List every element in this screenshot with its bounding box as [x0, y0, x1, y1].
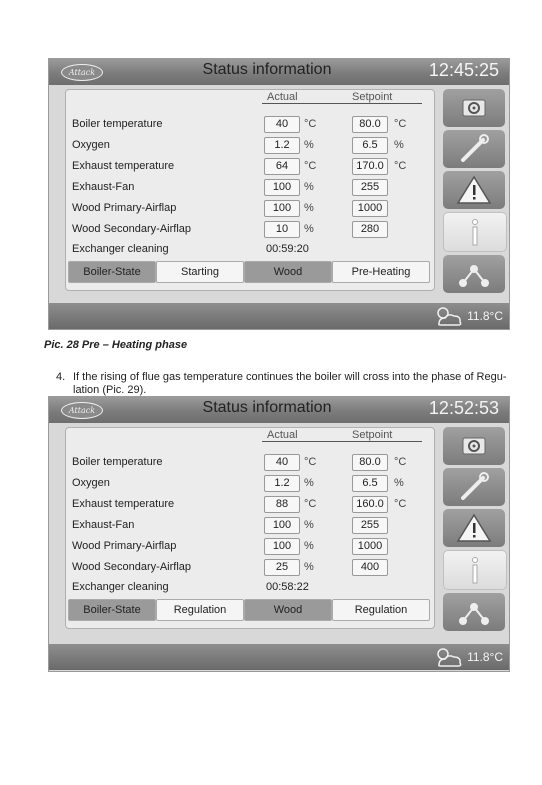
- setpoint-unit: °C: [394, 160, 407, 172]
- exchanger-label: Exchanger cleaning: [72, 581, 169, 593]
- setpoint-value: 280: [352, 221, 388, 238]
- actual-value: 1.2: [264, 475, 300, 492]
- tab-phase[interactable]: Pre-Heating: [332, 261, 430, 283]
- setpoint-unit: %: [394, 477, 404, 489]
- row-label: Boiler temperature: [72, 118, 163, 130]
- clock: 12:45:25: [428, 60, 499, 80]
- actual-header: Actual: [267, 91, 298, 103]
- title-bar: [49, 59, 509, 85]
- tab-state-value[interactable]: Regulation: [156, 599, 244, 621]
- screen-title: Status information: [202, 61, 332, 78]
- gear-icon: [443, 427, 505, 465]
- info-button[interactable]: [443, 550, 507, 590]
- setpoint-unit: %: [394, 139, 404, 151]
- actual-value: 40: [264, 116, 300, 133]
- clock: 12:52:53: [428, 398, 499, 418]
- row-label: Wood Primary-Airflap: [72, 540, 177, 552]
- actual-unit: %: [304, 181, 314, 193]
- actual-value: 100: [264, 538, 300, 555]
- wrench-icon: [443, 468, 505, 506]
- actual-unit: %: [304, 477, 314, 489]
- brand-logo: Attack: [61, 64, 103, 81]
- actual-value: 100: [264, 179, 300, 196]
- brand-logo: Attack: [61, 402, 103, 419]
- row-label: Exhaust-Fan: [72, 181, 135, 193]
- tab-fuel[interactable]: Wood: [244, 599, 332, 621]
- setpoint-value: 1000: [352, 538, 388, 555]
- exchanger-label: Exchanger cleaning: [72, 243, 169, 255]
- setpoint-unit: °C: [394, 118, 407, 130]
- screen-title: Status information: [202, 399, 332, 416]
- row-label: Wood Primary-Airflap: [72, 202, 177, 214]
- paragraph-text: If the rising of flue gas temperature continues the boiler will cross into the phase of Regu-lation (Pic. 29).: [73, 371, 507, 396]
- row-label: Exhaust temperature: [72, 160, 175, 172]
- setpoint-value: 6.5: [352, 137, 388, 154]
- row-label: Exhaust temperature: [72, 498, 175, 510]
- status-panel: [65, 89, 435, 291]
- service-button[interactable]: [443, 468, 505, 506]
- tab-boiler-state[interactable]: Boiler-State: [68, 261, 156, 283]
- actual-value: 64: [264, 158, 300, 175]
- actual-unit: °C: [304, 456, 317, 468]
- actual-value: 88: [264, 496, 300, 513]
- actual-value: 100: [264, 517, 300, 534]
- status-bar: [49, 303, 509, 329]
- actual-unit: %: [304, 139, 314, 151]
- outdoor-temp: 11.8°C: [467, 650, 503, 664]
- row-label: Oxygen: [72, 139, 110, 151]
- gear-icon: [443, 89, 505, 127]
- setpoint-header: Setpoint: [352, 429, 393, 441]
- paragraph-number: 4.: [56, 371, 66, 383]
- state-tabs: [68, 599, 432, 621]
- header-underline: [262, 441, 422, 442]
- row-label: Wood Secondary-Airflap: [72, 561, 192, 573]
- tab-fuel[interactable]: Wood: [244, 261, 332, 283]
- service-button[interactable]: [443, 130, 505, 168]
- setpoint-value: 400: [352, 559, 388, 576]
- warning-icon: [443, 509, 505, 547]
- wrench-icon: [443, 130, 505, 168]
- exchanger-time: 00:59:20: [266, 243, 309, 255]
- exchanger-time: 00:58:22: [266, 581, 309, 593]
- network-button[interactable]: [443, 593, 505, 631]
- setpoint-header: Setpoint: [352, 91, 393, 103]
- title-bar: [49, 397, 509, 423]
- tab-boiler-state[interactable]: Boiler-State: [68, 599, 156, 621]
- row-label: Exhaust-Fan: [72, 519, 135, 531]
- status-bar: [49, 644, 509, 670]
- actual-unit: %: [304, 202, 314, 214]
- actual-header: Actual: [267, 429, 298, 441]
- settings-button[interactable]: [443, 427, 505, 465]
- status-panel: [65, 427, 435, 629]
- setpoint-unit: °C: [394, 456, 407, 468]
- actual-unit: °C: [304, 118, 317, 130]
- network-icon: [443, 255, 505, 293]
- alarm-button[interactable]: [443, 509, 505, 547]
- actual-value: 10: [264, 221, 300, 238]
- actual-value: 1.2: [264, 137, 300, 154]
- weather-icon: [431, 304, 465, 328]
- actual-value: 25: [264, 559, 300, 576]
- setpoint-value: 1000: [352, 200, 388, 217]
- info-icon: [444, 213, 506, 251]
- weather-icon: [431, 645, 465, 669]
- actual-unit: %: [304, 561, 314, 573]
- status-screen-1: [48, 58, 510, 330]
- figure-caption: Pic. 28 Pre – Heating phase: [44, 339, 188, 351]
- setpoint-value: 255: [352, 517, 388, 534]
- actual-value: 100: [264, 200, 300, 217]
- setpoint-value: 170.0: [352, 158, 388, 175]
- row-label: Wood Secondary-Airflap: [72, 223, 192, 235]
- network-icon: [443, 593, 505, 631]
- state-tabs: [68, 261, 432, 283]
- actual-value: 40: [264, 454, 300, 471]
- outdoor-temp: 11.8°C: [467, 309, 503, 323]
- setpoint-value: 255: [352, 179, 388, 196]
- row-label: Boiler temperature: [72, 456, 163, 468]
- actual-unit: %: [304, 223, 314, 235]
- warning-icon: [443, 171, 505, 209]
- alarm-button[interactable]: [443, 171, 505, 209]
- network-button[interactable]: [443, 255, 505, 293]
- actual-unit: %: [304, 519, 314, 531]
- tab-state-value[interactable]: Starting: [156, 261, 244, 283]
- row-label: Oxygen: [72, 477, 110, 489]
- setpoint-value: 80.0: [352, 116, 388, 133]
- actual-unit: °C: [304, 498, 317, 510]
- setpoint-value: 160.0: [352, 496, 388, 513]
- setpoint-value: 80.0: [352, 454, 388, 471]
- setpoint-value: 6.5: [352, 475, 388, 492]
- actual-unit: °C: [304, 160, 317, 172]
- status-screen-2: [48, 396, 510, 672]
- header-underline: [262, 103, 422, 104]
- actual-unit: %: [304, 540, 314, 552]
- tab-phase[interactable]: Regulation: [332, 599, 430, 621]
- settings-button[interactable]: [443, 89, 505, 127]
- setpoint-unit: °C: [394, 498, 407, 510]
- info-icon: [444, 551, 506, 589]
- info-button[interactable]: [443, 212, 507, 252]
